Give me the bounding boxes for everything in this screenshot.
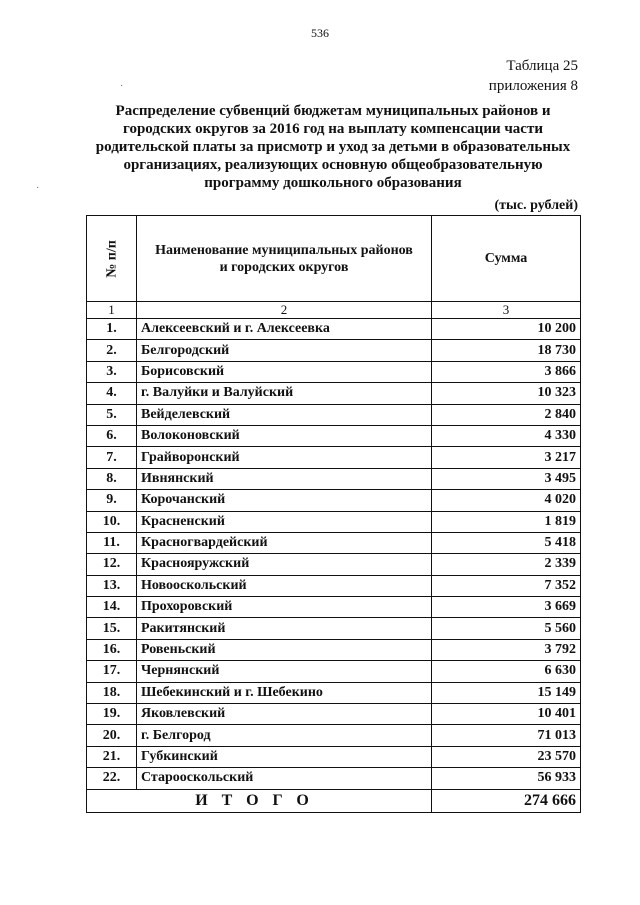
table-body (87, 319, 581, 790)
district-name: Белгородский (137, 340, 432, 361)
table-row (87, 639, 581, 660)
scan-speck: ˙ (36, 186, 40, 197)
document-title (88, 102, 578, 192)
table-row (87, 575, 581, 596)
table-row (87, 447, 581, 468)
row-number: 8. (87, 468, 137, 489)
page-number: 536 (311, 26, 329, 40)
subsidy-sum: 3 669 (432, 597, 581, 618)
district-name: Краснояружский (137, 554, 432, 575)
subsidy-sum: 5 560 (432, 618, 581, 639)
row-number: 4. (87, 383, 137, 404)
subsidy-sum: 3 792 (432, 639, 581, 660)
district-name: Яковлевский (137, 704, 432, 725)
row-number: 16. (87, 639, 137, 660)
district-name: Шебекинский и г. Шебекино (137, 682, 432, 703)
subsidy-sum: 3 495 (432, 468, 581, 489)
appendix-number-label: приложения 8 (488, 78, 578, 94)
district-name: Ракитянский (137, 618, 432, 639)
table-row (87, 532, 581, 553)
district-name: Корочанский (137, 490, 432, 511)
subsidy-sum: 4 020 (432, 490, 581, 511)
column-header-sum: Сумма (432, 216, 581, 302)
scan-speck: ˙ (120, 84, 124, 95)
total-sum: 274 666 (432, 789, 581, 812)
row-number: 20. (87, 725, 137, 746)
title-line: организациях, реализующих основную общеобразовательную (123, 157, 543, 173)
district-name: Красненский (137, 511, 432, 532)
district-name: Красногвардейский (137, 532, 432, 553)
district-name: Алексеевский и г. Алексеевка (137, 319, 432, 340)
column-header-name (137, 216, 432, 302)
table-row (87, 340, 581, 361)
district-name: Ровеньский (137, 639, 432, 660)
table-row (87, 383, 581, 404)
title-line: Распределение субвенций бюджетам муниципальных районов и (115, 103, 551, 119)
row-number: 18. (87, 682, 137, 703)
row-number: 10. (87, 511, 137, 532)
column-numbering-row (87, 302, 581, 319)
subsidy-sum: 1 819 (432, 511, 581, 532)
row-number: 9. (87, 490, 137, 511)
table-row (87, 704, 581, 725)
row-number: 7. (87, 447, 137, 468)
appendix-reference (489, 56, 578, 96)
district-name: Волоконовский (137, 425, 432, 446)
title-line: городских округов за 2016 год на выплату компенсации части (123, 121, 543, 137)
district-name: Губкинский (137, 746, 432, 767)
subsidy-sum: 18 730 (432, 340, 581, 361)
table-row (87, 768, 581, 789)
column-header-name-line: и городских округов (219, 259, 349, 275)
table-row (87, 725, 581, 746)
subsidy-sum: 3 217 (432, 447, 581, 468)
table-row (87, 404, 581, 425)
district-name: Грайворонский (137, 447, 432, 468)
row-number: 12. (87, 554, 137, 575)
title-line: программу дошкольного образования (204, 175, 462, 191)
column-header-number-label: № п/п (104, 239, 119, 278)
subsidy-sum: 10 323 (432, 383, 581, 404)
table-row (87, 425, 581, 446)
subsidy-sum: 56 933 (432, 768, 581, 789)
row-number: 14. (87, 597, 137, 618)
district-name: Старооскольский (137, 768, 432, 789)
subsidy-sum: 4 330 (432, 425, 581, 446)
subsidy-sum: 2 339 (432, 554, 581, 575)
subsidy-sum: 5 418 (432, 532, 581, 553)
table-row (87, 554, 581, 575)
allocation-table (86, 215, 581, 813)
row-number: 2. (87, 340, 137, 361)
column-number: 3 (432, 302, 581, 319)
table-row (87, 618, 581, 639)
district-name: Прохоровский (137, 597, 432, 618)
row-number: 19. (87, 704, 137, 725)
column-number: 1 (87, 302, 137, 319)
subsidy-sum: 10 401 (432, 704, 581, 725)
subsidy-sum: 71 013 (432, 725, 581, 746)
column-number: 2 (137, 302, 432, 319)
row-number: 17. (87, 661, 137, 682)
table-header-row (87, 216, 581, 302)
table-row (87, 319, 581, 340)
subsidy-sum: 3 866 (432, 361, 581, 382)
district-name: Борисовский (137, 361, 432, 382)
row-number: 11. (87, 532, 137, 553)
table-row (87, 490, 581, 511)
row-number: 6. (87, 425, 137, 446)
row-number: 15. (87, 618, 137, 639)
district-name: Ивнянский (137, 468, 432, 489)
column-header-name-line: Наименование муниципальных районов (155, 242, 413, 258)
row-number: 22. (87, 768, 137, 789)
units-note: (тыс. рублей) (494, 198, 578, 213)
row-number: 1. (87, 319, 137, 340)
subsidy-sum: 23 570 (432, 746, 581, 767)
table-row (87, 361, 581, 382)
table-row (87, 661, 581, 682)
total-row (87, 789, 581, 812)
table-number-label: Таблица 25 (506, 58, 578, 74)
table-row (87, 597, 581, 618)
subsidy-sum: 15 149 (432, 682, 581, 703)
column-header-number (87, 216, 137, 302)
subsidy-sum: 10 200 (432, 319, 581, 340)
district-name: Вейделевский (137, 404, 432, 425)
title-line: родительской платы за присмотр и уход за детьми в образовательных (95, 139, 571, 155)
table-row (87, 682, 581, 703)
row-number: 13. (87, 575, 137, 596)
table-row (87, 468, 581, 489)
table-row (87, 511, 581, 532)
district-name: Чернянский (137, 661, 432, 682)
row-number: 21. (87, 746, 137, 767)
district-name: г. Валуйки и Валуйский (137, 383, 432, 404)
district-name: г. Белгород (137, 725, 432, 746)
subsidy-sum: 2 840 (432, 404, 581, 425)
row-number: 3. (87, 361, 137, 382)
table-row (87, 746, 581, 767)
subsidy-sum: 6 630 (432, 661, 581, 682)
district-name: Новооскольский (137, 575, 432, 596)
total-label: ИТОГО (87, 789, 432, 812)
row-number: 5. (87, 404, 137, 425)
subsidy-sum: 7 352 (432, 575, 581, 596)
